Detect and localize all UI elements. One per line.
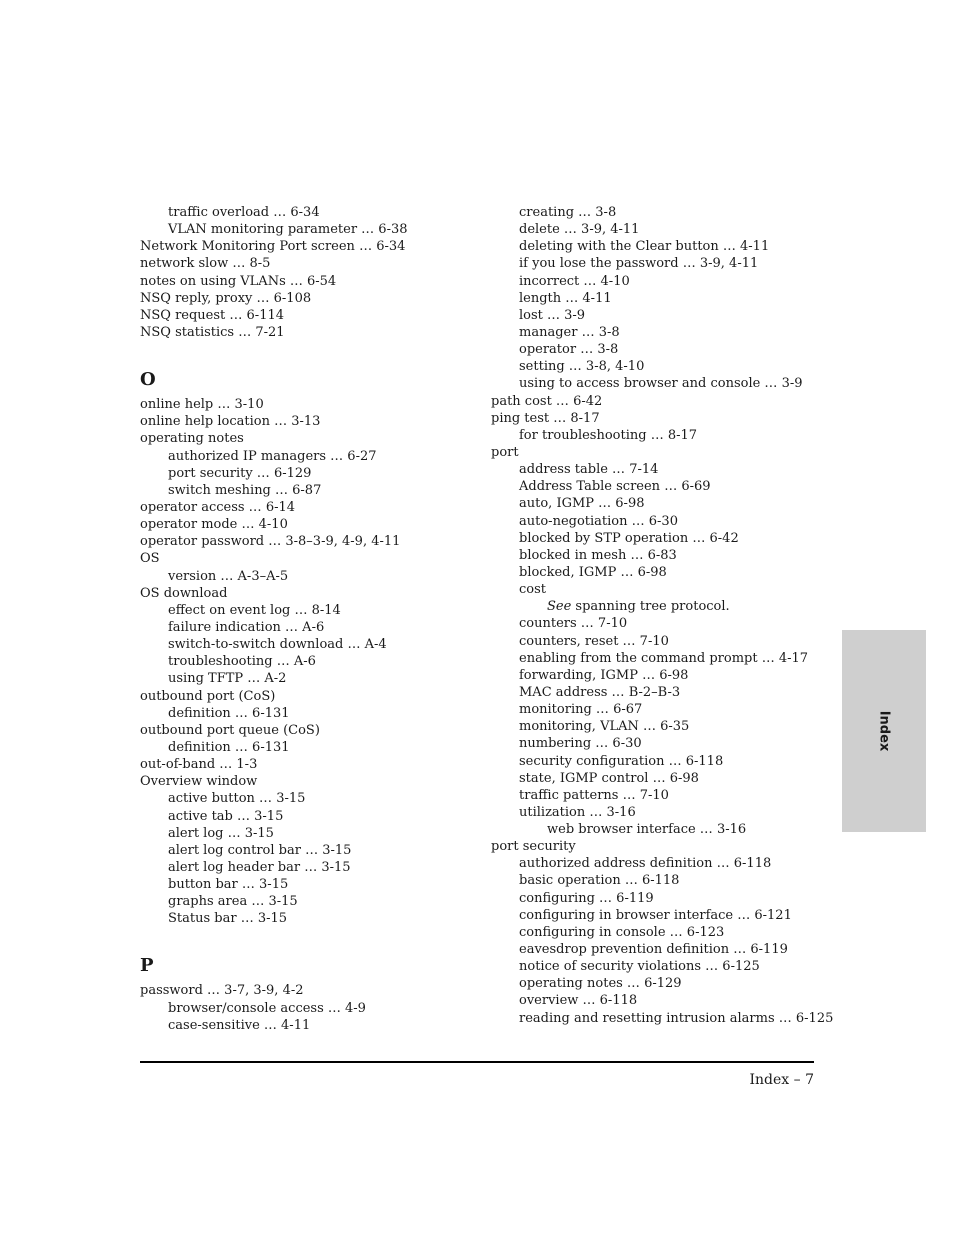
- index-subentry: alert log … 3-15: [168, 825, 274, 841]
- index-subentry: basic operation … 6-118: [519, 873, 680, 889]
- index-subentry: operator … 3-8: [519, 342, 619, 358]
- index-subentry: traffic patterns … 7-10: [519, 787, 669, 803]
- index-subentry: browser/console access … 4-9: [168, 1000, 366, 1016]
- index-entry: OS: [140, 551, 160, 567]
- index-subentry: active tab … 3-15: [168, 808, 284, 824]
- index-entry: outbound port (CoS): [140, 688, 276, 704]
- index-subentry: authorized address definition … 6-118: [519, 856, 772, 872]
- index-subentry: VLAN monitoring parameter … 6-38: [168, 222, 408, 238]
- index-entry: NSQ request … 6-114: [140, 307, 285, 323]
- index-subentry: deleting with the Clear button … 4-11: [519, 239, 770, 255]
- index-side-tab: [842, 630, 926, 832]
- side-tab-label: Index: [876, 710, 892, 752]
- section-letter: P: [140, 955, 154, 977]
- index-column-left: [140, 204, 480, 1034]
- index-subentry: case-sensitive … 4-11: [168, 1017, 311, 1033]
- index-subentry: alert log control bar … 3-15: [168, 842, 352, 858]
- index-subentry: definition … 6-131: [168, 705, 290, 721]
- index-subentry: reading and resetting intrusion alarms … 6-125: [519, 1010, 834, 1026]
- index-subentry: button bar … 3-15: [168, 877, 289, 893]
- index-subentry: authorized IP managers … 6-27: [168, 448, 377, 464]
- index-entry: online help … 3-10: [140, 397, 264, 413]
- index-entry: online help location … 3-13: [140, 414, 321, 430]
- index-subentry: [491, 598, 821, 615]
- index-subentry: utilization … 3-16: [519, 804, 636, 820]
- index-subentry: enabling from the command prompt … 4-17: [519, 650, 809, 666]
- index-subentry: failure indication … A-6: [168, 619, 325, 635]
- index-subentry: if you lose the password … 3-9, 4-11: [519, 256, 759, 272]
- index-subentry: active button … 3-15: [168, 791, 306, 807]
- index-subentry: counters, reset … 7-10: [519, 633, 669, 649]
- index-subentry: switch-to-switch download … A-4: [168, 637, 387, 653]
- index-subentry: auto-negotiation … 6-30: [519, 513, 678, 529]
- index-subentry: MAC address … B-2–B-3: [519, 684, 681, 700]
- index-subentry: forwarding, IGMP … 6-98: [519, 667, 689, 683]
- index-subentry: definition … 6-131: [168, 739, 290, 755]
- index-subentry: state, IGMP control … 6-98: [519, 770, 699, 786]
- index-subentry: eavesdrop prevention definition … 6-119: [519, 942, 788, 958]
- index-subentry: Status bar … 3-15: [168, 911, 288, 927]
- index-entry: outbound port queue (CoS): [140, 722, 320, 738]
- entry-text: spanning tree protocol.: [571, 599, 730, 615]
- index-subentry: for troubleshooting … 8-17: [519, 427, 698, 443]
- index-entry: port security: [491, 839, 576, 855]
- index-entry: Network Monitoring Port screen … 6-34: [140, 239, 406, 255]
- index-subentry: graphs area … 3-15: [168, 894, 298, 910]
- index-subentry: blocked in mesh … 6-83: [519, 547, 677, 563]
- index-entry: operator password … 3-8–3-9, 4-9, 4-11: [140, 534, 401, 550]
- index-subentry: version … A-3–A-5: [168, 568, 289, 584]
- index-subentry: web browser interface … 3-16: [547, 822, 747, 838]
- index-subentry: security configuration … 6-118: [519, 753, 724, 769]
- index-subentry: notice of security violations … 6-125: [519, 959, 760, 975]
- footer-rule: [140, 1061, 814, 1063]
- index-subentry: overview … 6-118: [519, 993, 638, 1009]
- index-entry: password … 3-7, 3-9, 4-2: [140, 983, 304, 999]
- page-number: Index – 7: [749, 1072, 814, 1088]
- index-subentry: delete … 3-9, 4-11: [519, 222, 640, 238]
- index-subentry: configuring … 6-119: [519, 890, 654, 906]
- index-subentry: length … 4-11: [519, 290, 612, 306]
- index-entry: NSQ reply, proxy … 6-108: [140, 290, 312, 306]
- index-subentry: lost … 3-9: [519, 307, 586, 323]
- index-entry: operator mode … 4-10: [140, 517, 288, 533]
- index-subentry: alert log header bar … 3-15: [168, 859, 351, 875]
- index-subentry: operating notes … 6-129: [519, 976, 682, 992]
- index-subentry: effect on event log … 8-14: [168, 602, 341, 618]
- index-subentry: setting … 3-8, 4-10: [519, 359, 645, 375]
- index-entry: network slow … 8-5: [140, 256, 271, 272]
- index-entry: OS download: [140, 585, 228, 601]
- index-subentry: traffic overload … 6-34: [168, 205, 320, 220]
- index-entry: path cost … 6-42: [491, 393, 603, 409]
- index-subentry: cost: [519, 582, 547, 598]
- section-letter: O: [140, 369, 156, 391]
- index-subentry: numbering … 6-30: [519, 736, 642, 752]
- index-subentry: creating … 3-8: [519, 205, 617, 220]
- index-entry: out-of-band … 1-3: [140, 757, 258, 773]
- index-entry: notes on using VLANs … 6-54: [140, 273, 337, 289]
- index-subentry: auto, IGMP … 6-98: [519, 496, 645, 512]
- index-subentry: using to access browser and console … 3-9: [519, 376, 803, 392]
- index-entry: port: [491, 444, 519, 460]
- index-subentry: monitoring, VLAN … 6-35: [519, 719, 690, 735]
- index-subentry: port security … 6-129: [168, 465, 312, 481]
- index-entry: NSQ statistics … 7-21: [140, 324, 285, 340]
- index-subentry: address table … 7-14: [519, 462, 659, 478]
- index-subentry: troubleshooting … A-6: [168, 654, 316, 670]
- index-subentry: counters … 7-10: [519, 616, 628, 632]
- index-subentry: using TFTP … A-2: [168, 671, 287, 687]
- index-subentry: incorrect … 4-10: [519, 273, 630, 289]
- index-subentry: switch meshing … 6-87: [168, 482, 322, 498]
- index-subentry: manager … 3-8: [519, 324, 620, 340]
- index-subentry: blocked, IGMP … 6-98: [519, 564, 667, 580]
- index-entry: operator access … 6-14: [140, 499, 296, 515]
- index-subentry: configuring in console … 6-123: [519, 924, 725, 940]
- index-subentry: configuring in browser interface … 6-121: [519, 907, 792, 923]
- index-subentry: Address Table screen … 6-69: [519, 479, 711, 495]
- index-column-right: [491, 204, 834, 1027]
- index-entry: Overview window: [140, 774, 258, 790]
- index-subentry: monitoring … 6-67: [519, 702, 643, 718]
- index-subentry: blocked by STP operation … 6-42: [519, 530, 739, 546]
- index-entry: ping test … 8-17: [491, 410, 600, 426]
- see-reference: See: [547, 599, 572, 615]
- index-entry: operating notes: [140, 431, 244, 447]
